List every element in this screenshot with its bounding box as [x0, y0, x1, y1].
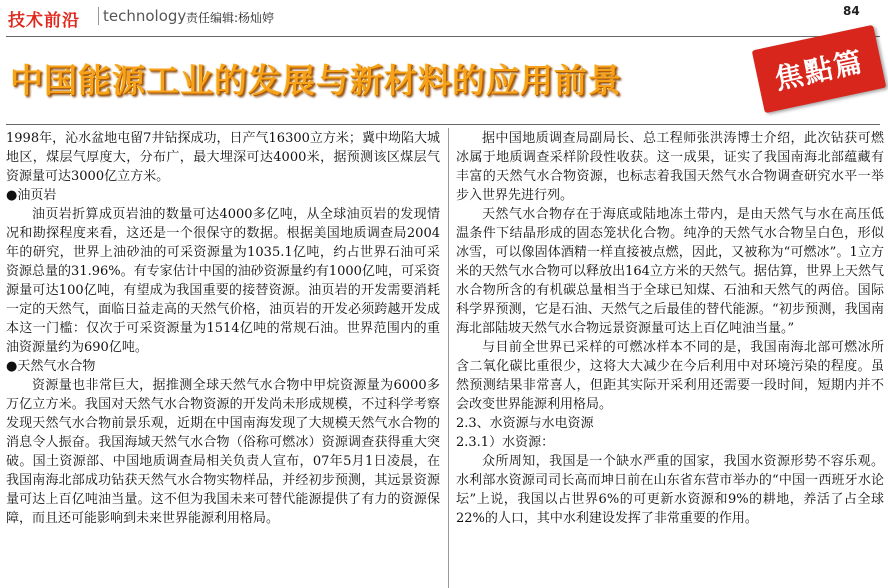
- paragraph-hydrate-description: 天然气水合物存在于海底或陆地冻土带内，是由天然气与水在高压低温条件下结晶形成的固态笼状化合物。纯净的天然气水合物呈白色，形似冰雪，可以像固体酒精一样直接被点燃，因此，又被称为“可燃冰”。1立方米的天然气水合物可以释放出164立方米的天然气。据估算，世界上天然气水合物所含的有机碳总量相当于全球已知煤、石油和天然气的两倍。国际科学界预测，它是石油、天然气之后最佳的替代能源。“初步预测，我国南海北部陆坡天然气水合物远景资源量可达上百亿吨油当量。”: [456, 207, 884, 336]
- headline-rule: [6, 124, 880, 125]
- header-rule: [6, 36, 880, 37]
- subheading-water: 2.3.1）水资源：: [456, 435, 555, 450]
- paragraph-hydrate-difference: 与目前全世界已采样的可燃冰样本不同的是，我国南海北部可燃冰所含二氧化碳比重很少，这将大大减少在今后利用中对环境污染的程度。虽然预测结果非常喜人，但距其实际开采利用还需要一段时间，短期内并不会改变世界能源利用格局。: [456, 340, 884, 412]
- right-column: [456, 129, 884, 528]
- page-header: [0, 0, 888, 36]
- paragraph-survey-result: 据中国地质调查局副局长、总工程师张洪涛博士介绍，此次钻获可燃冰属于地质调查采样阶段性收获。这一成果，证实了我国南海北部蕴藏有丰富的天然气水合物资源，也标志着我国天然气水合物调查研究水平一举步入世界先进行列。: [456, 131, 884, 203]
- feature-stamp: [752, 25, 887, 113]
- column-divider: [448, 128, 449, 588]
- section-brand-english: technology: [98, 7, 186, 25]
- article-headline: 中国能源工业的发展与新材料的应用前景: [10, 61, 622, 100]
- paragraph-coalbed-gas: 1998年，沁水盆地屯留7井钻探成功，日产气16300立方米；冀中坳陷大城地区，煤层气厚度大，分布广，最大埋深可达4000米，据预测该区煤层气资源量可达3000亿立方米。: [6, 131, 440, 184]
- section-brand: 技术前沿: [8, 11, 80, 31]
- left-column: [6, 129, 440, 528]
- heading-water-resources: 2.3、水资源与水电资源: [456, 416, 594, 431]
- paragraph-water-situation: 众所周知，我国是一个缺水严重的国家，我国水资源形势不容乐观。水利部水资源司司长高而坤日前在山东省东营市举办的“中国一西班牙水论坛”上说，我国以占世界6%的可更新水资源和9%的耕地，养活了占全球22%的人口，其中水利建设发挥了非常重要的作用。: [456, 454, 884, 526]
- paragraph-gas-hydrate: 资源量也非常巨大，据推测全球天然气水合物中甲烷资源量为6000多万亿立方米。我国对天然气水合物资源的开发尚未形成规模，不过科学考察发现天然气水合物前景乐观，近期在中国南海发现了大规模天然气水合物的消息令人振奋。我国海域天然气水合物（俗称可燃冰）资源调查获得重大突破。国土资源部、中国地质调查局相关负责人宣布，07年5月1日凌晨，在我国南海北部成功钻获天然气水合物实物样品，并经初步预测，其远景资源量可达上百亿吨油当量。这不但为我国未来可替代能源提供了有力的资源保障，而且还可能影响到未来世界能源利用格局。: [6, 378, 440, 526]
- heading-oil-shale: ●油页岩: [6, 188, 57, 203]
- heading-gas-hydrate: ●天然气水合物: [6, 359, 96, 374]
- paragraph-oil-shale: 油页岩折算成页岩油的数量可达4000多亿吨，从全球油页岩的发现情况和勘探程度来看，这还是一个很保守的数据。根据美国地质调查局2004年的研究，世界上油砂油的可采资源量为1035.1亿吨，约占世界石油可采资源总量的31.96%。有专家估计中国的油砂资源量约有1000亿吨，可采资源量可达100亿吨，有望成为我国重要的接替资源。油页岩的开发需要消耗一定的天然气，面临日益走高的天然气价格，油页岩的开发必须跨越开发成本这一门槛：仅次于可采资源量为1514亿吨的常规石油。世界范围内的重油资源量约为690亿吨。: [6, 207, 440, 355]
- editor-credit: 责任编辑:杨灿婷: [186, 11, 275, 25]
- page-number: 84: [843, 4, 860, 18]
- feature-stamp-label: 焦點篇: [771, 44, 867, 96]
